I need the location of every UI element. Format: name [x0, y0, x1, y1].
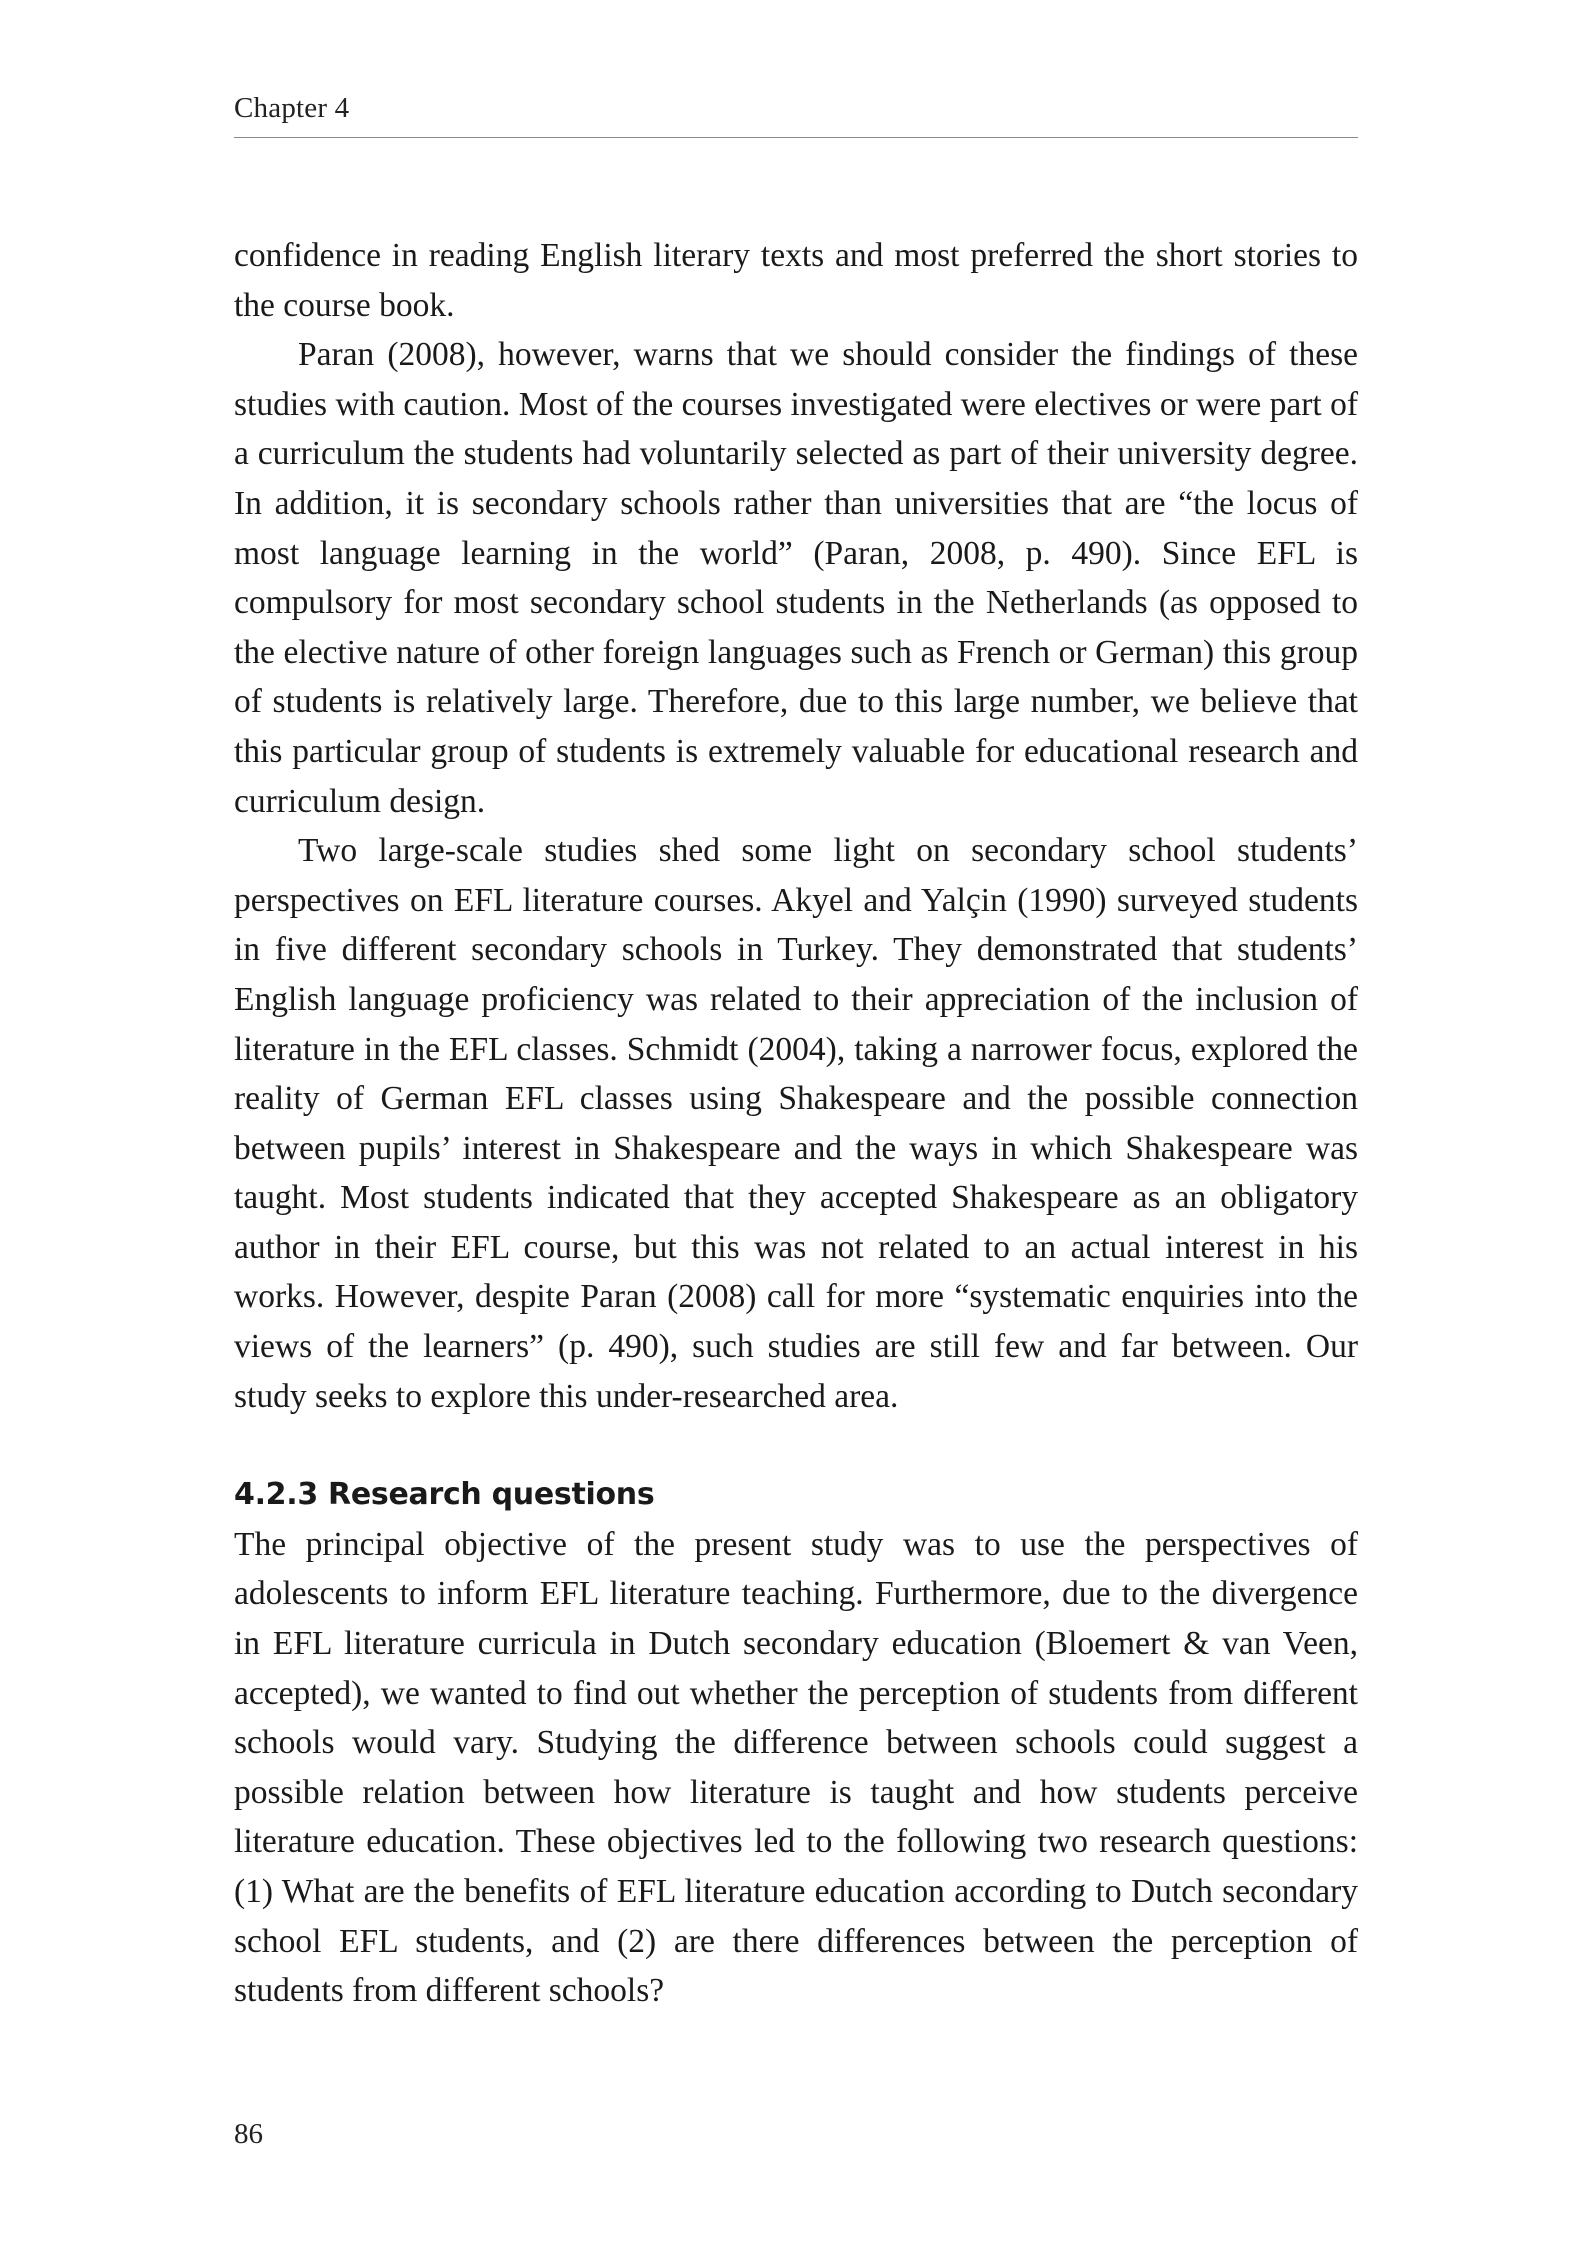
running-header: Chapter 4: [234, 92, 350, 124]
header-rule: [234, 137, 1358, 138]
page-number: 86: [234, 2118, 263, 2150]
paragraph-large-scale-studies: Two large-scale studies shed some light on secondary school students’ perspectives on EFL literature courses. Akyel and Yalçin (1990) surveyed students in five different secondary schools in Turkey. They demonstrated that students’ English language proficiency was related to their appreciation of the inclusion of literature in the EFL classes. Schmidt (2004), taking a narrower focus, explored the reality of German EFL classes using Shakespeare and the possible connection between pupils’ interest in Shakespeare and the ways in which Shakespeare was taught. Most students indicated that they accepted Shakespeare as an obligatory author in their EFL course, but this was not related to an actual interest in his works. However, despite Paran (2008) call for more “systematic enquiries into the views of the learners” (p. 490), such studies are still few and far between. Our study seeks to explore this under-researched area.: [234, 832, 1358, 1415]
body-text: [234, 231, 1358, 2016]
section-heading: 4.2.3 Research questions: [234, 1477, 655, 1513]
paragraph-paran: Paran (2008), however, warns that we should consider the findings of these studies with caution. Most of the courses investigated were electives or were part of a curriculum the students had voluntarily selected as part of their university degree. In addition, it is secondary schools rather than universities that are “the locus of most language learning in the world” (Paran, 2008, p. 490). Since EFL is compulsory for most secondary school students in the Netherlands (as opposed to the elective nature of other foreign languages such as French or German) this group of students is relatively large. Therefore, due to this large number, we believe that this particular group of students is extremely valuable for educational research and curriculum design.: [234, 336, 1358, 820]
paragraph-research-questions: The principal objective of the present study was to use the perspectives of adolescents to inform EFL literature teaching. Furthermore, due to the divergence in EFL literature curricula in Dutch secondary education (Bloemert & van Veen, accepted), we wanted to find out whether the perception of students from different schools would vary. Studying the difference between schools could suggest a possible relation between how literature is taught and how students perceive literature education. These objectives led to the following two research questions: (1) What are the benefits of EFL literature education according to Dutch secondary school EFL students, and (2) are there differences between the perception of students from different schools?: [234, 1525, 1358, 2010]
paragraph-continuation: confidence in reading English literary texts and most preferred the short stories to the course book.: [234, 237, 1358, 324]
